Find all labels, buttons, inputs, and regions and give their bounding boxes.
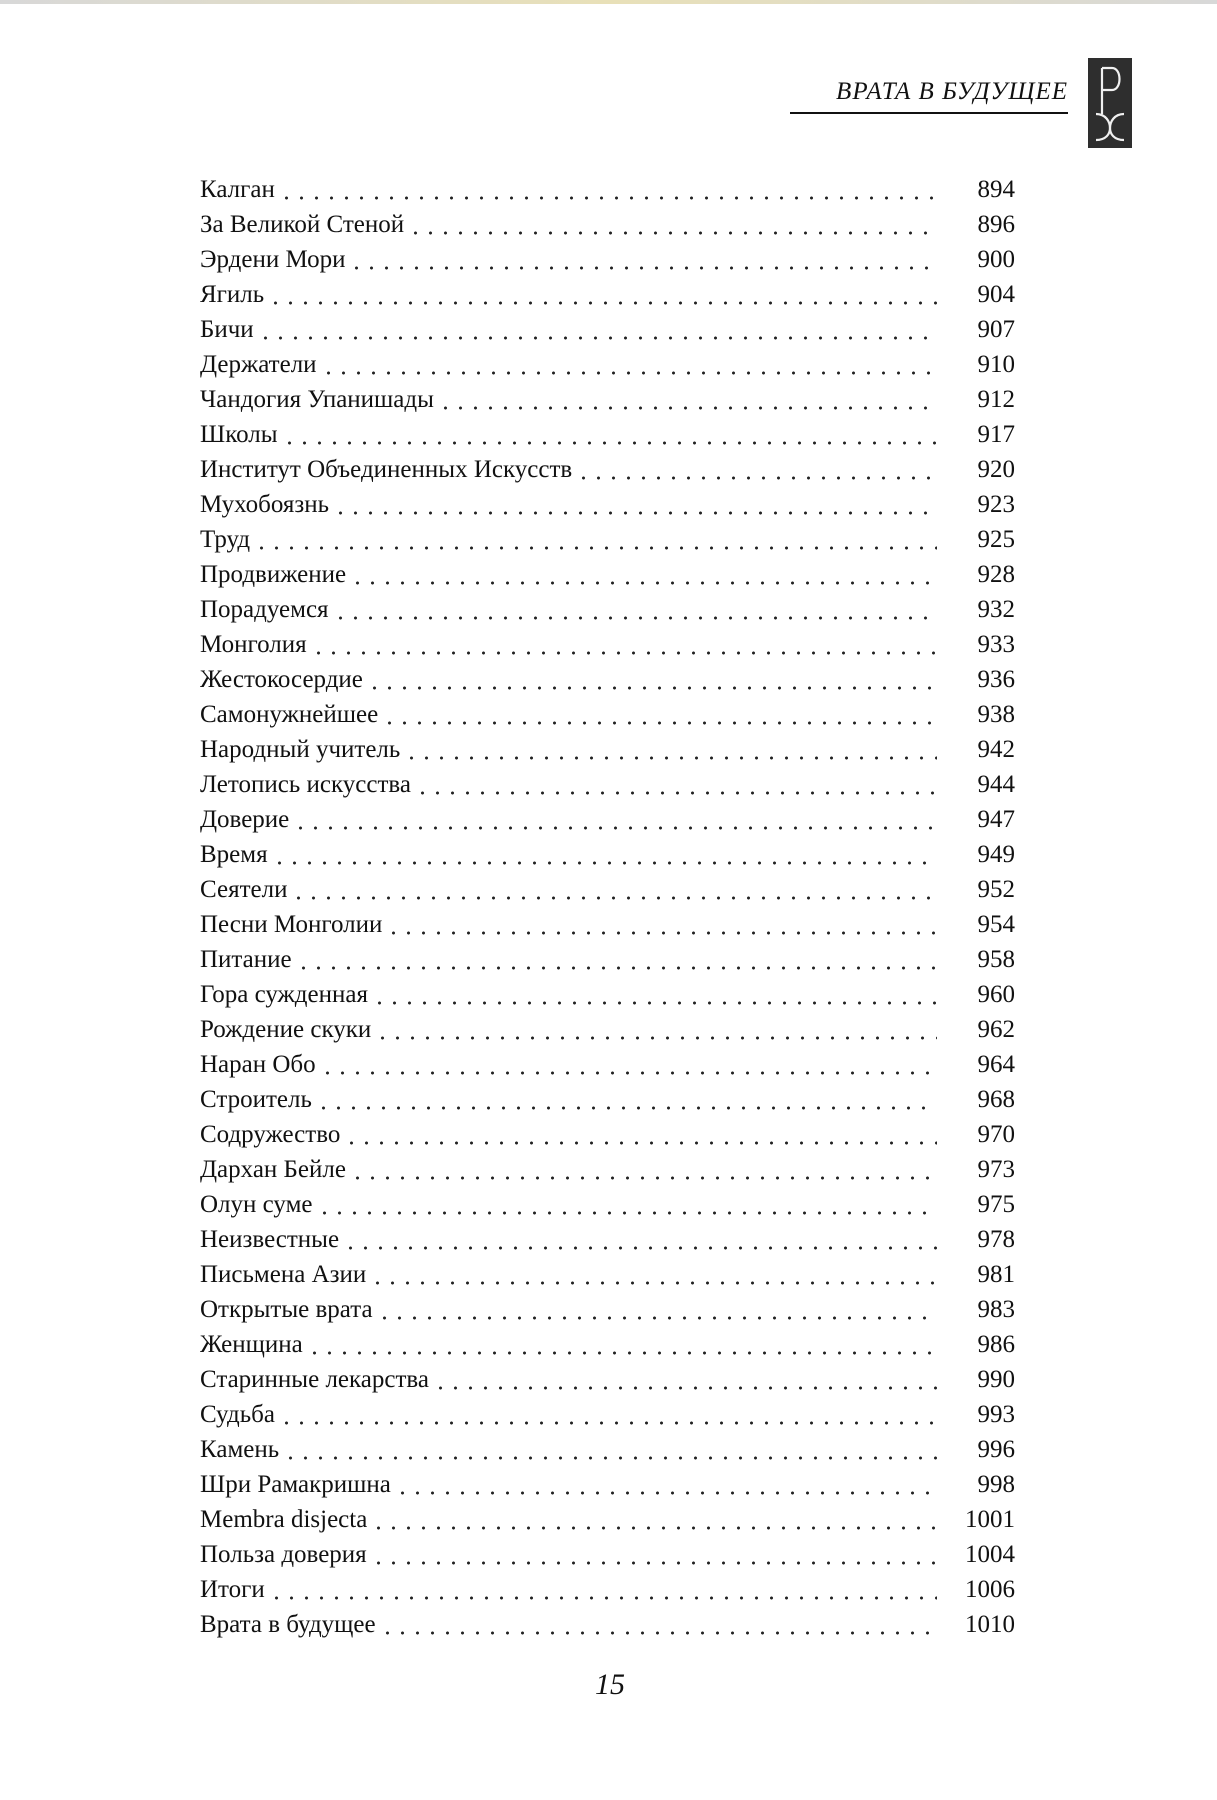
- dot-leader: [311, 650, 937, 656]
- toc-entry-page: 998: [977, 1471, 1015, 1498]
- toc-entry-title: Мухобоязнь: [200, 491, 330, 518]
- toc-entry-title: Рождение скуки: [200, 1016, 372, 1043]
- toc-entry: [200, 1572, 1015, 1607]
- toc-entry-page: 973: [977, 1156, 1015, 1183]
- toc-entry-title: Польза доверия: [200, 1541, 367, 1568]
- dot-leader: [333, 510, 937, 516]
- dot-leader: [279, 1420, 937, 1426]
- toc-entry-page: 932: [977, 596, 1015, 623]
- toc-entry-page: 990: [977, 1366, 1015, 1393]
- dot-leader: [291, 895, 937, 901]
- dot-leader: [268, 300, 937, 306]
- toc-entry-title: Доверие: [200, 806, 290, 833]
- toc-entry-title: Женщина: [200, 1331, 303, 1358]
- toc-entry-title: Народный учитель: [200, 736, 401, 763]
- toc-entry-title: Школы: [200, 421, 278, 448]
- toc-entry: [200, 1537, 1015, 1572]
- dot-leader: [371, 1560, 937, 1566]
- toc-entry-page: 968: [977, 1086, 1015, 1113]
- dot-leader: [254, 545, 937, 551]
- toc-entry-page: 975: [977, 1191, 1015, 1218]
- toc-entry: [200, 1502, 1015, 1537]
- toc-entry-title: Калган: [200, 176, 275, 203]
- toc-entry-title: Самонужнейшее: [200, 701, 379, 728]
- dot-leader: [344, 1140, 937, 1146]
- toc-entry-title: Держатели: [200, 351, 317, 378]
- dot-leader: [382, 720, 937, 726]
- dot-leader: [258, 335, 937, 341]
- toc-entry: [200, 872, 1015, 907]
- toc-entry-page: 910: [977, 351, 1015, 378]
- toc-entry-page: 912: [977, 386, 1015, 413]
- toc-entry-page: 952: [977, 876, 1015, 903]
- toc-entry: [200, 1432, 1015, 1467]
- toc-entry-title: Ягиль: [200, 281, 265, 308]
- toc-entry: [200, 172, 1015, 207]
- toc-entry: [200, 277, 1015, 312]
- toc-entry-page: 964: [977, 1051, 1015, 1078]
- toc-entry-page: 942: [977, 736, 1015, 763]
- dot-leader: [375, 1035, 937, 1041]
- toc-entry-title: Чандогия Упанишады: [200, 386, 434, 413]
- toc-entry-page: 993: [977, 1401, 1015, 1428]
- toc-entry-page: 907: [977, 316, 1015, 343]
- toc-entry: [200, 522, 1015, 557]
- dot-leader: [316, 1105, 937, 1111]
- toc-entry: [200, 1397, 1015, 1432]
- dot-leader: [380, 1630, 937, 1636]
- toc-entry: [200, 1222, 1015, 1257]
- toc-entry: [200, 977, 1015, 1012]
- page-number: 15: [595, 1668, 625, 1701]
- toc-entry-page: 923: [977, 491, 1015, 518]
- toc-entry: [200, 1467, 1015, 1502]
- dot-leader: [415, 790, 937, 796]
- toc-entry: [200, 1292, 1015, 1327]
- dot-leader: [296, 965, 937, 971]
- toc-entry-title: Бичи: [200, 316, 254, 343]
- toc-entry-page: 958: [977, 946, 1015, 973]
- toc-entry: [200, 487, 1015, 522]
- dot-leader: [370, 1280, 937, 1286]
- toc-entry-title: Питание: [200, 946, 292, 973]
- top-edge-rule: [0, 0, 1217, 4]
- dot-leader: [269, 1595, 937, 1601]
- toc-entry: [200, 557, 1015, 592]
- toc-entry-title: Открытые врата: [200, 1296, 373, 1323]
- toc-entry-page: 1010: [965, 1611, 1015, 1638]
- toc-entry-page: 986: [977, 1331, 1015, 1358]
- dot-leader: [404, 755, 937, 761]
- toc-entry-title: Монголия: [200, 631, 307, 658]
- table-of-contents: [200, 172, 1015, 1642]
- toc-entry: [200, 1082, 1015, 1117]
- toc-entry-title: Камень: [200, 1436, 280, 1463]
- toc-entry: [200, 417, 1015, 452]
- dot-leader: [349, 265, 937, 271]
- dot-leader: [343, 1245, 937, 1251]
- toc-entry: [200, 1607, 1015, 1642]
- dot-leader: [372, 1000, 937, 1006]
- dot-leader: [433, 1385, 937, 1391]
- dot-leader: [371, 1525, 937, 1531]
- toc-entry: [200, 1362, 1015, 1397]
- toc-entry-page: 1006: [965, 1576, 1015, 1603]
- toc-entry-title: Membra disjecta: [200, 1506, 368, 1533]
- toc-entry-title: Строитель: [200, 1086, 312, 1113]
- toc-entry-page: 928: [977, 561, 1015, 588]
- toc-entry-title: Время: [200, 841, 268, 868]
- toc-entry: [200, 1257, 1015, 1292]
- toc-entry: [200, 592, 1015, 627]
- toc-entry-title: Продвижение: [200, 561, 347, 588]
- dot-leader: [321, 370, 937, 376]
- dot-leader: [320, 1070, 937, 1076]
- dot-leader: [438, 405, 937, 411]
- toc-entry-page: 904: [977, 281, 1015, 308]
- toc-entry-page: 954: [977, 911, 1015, 938]
- dot-leader: [272, 860, 937, 866]
- toc-entry-page: 894: [977, 176, 1015, 203]
- dot-leader: [333, 615, 937, 621]
- toc-entry-title: Итоги: [200, 1576, 265, 1603]
- dot-leader: [576, 475, 937, 481]
- dot-leader: [307, 1350, 937, 1356]
- toc-entry-title: Песни Монголии: [200, 911, 383, 938]
- toc-entry-page: 947: [977, 806, 1015, 833]
- dot-leader: [282, 440, 937, 446]
- toc-entry-page: 896: [977, 211, 1015, 238]
- toc-entry: [200, 1152, 1015, 1187]
- toc-entry: [200, 1047, 1015, 1082]
- toc-entry: [200, 627, 1015, 662]
- toc-entry-page: 920: [977, 456, 1015, 483]
- toc-entry: [200, 312, 1015, 347]
- toc-entry-title: Сеятели: [200, 876, 288, 903]
- toc-entry: [200, 942, 1015, 977]
- toc-entry-page: 949: [977, 841, 1015, 868]
- dot-leader: [317, 1210, 937, 1216]
- dot-leader: [408, 230, 937, 236]
- toc-entry-page: 962: [977, 1016, 1015, 1043]
- toc-entry: [200, 242, 1015, 277]
- toc-entry-page: 983: [977, 1296, 1015, 1323]
- toc-entry: [200, 207, 1015, 242]
- toc-entry-page: 960: [977, 981, 1015, 1008]
- toc-entry-page: 917: [977, 421, 1015, 448]
- toc-entry: [200, 382, 1015, 417]
- toc-entry-page: 938: [977, 701, 1015, 728]
- toc-entry-title: Олун суме: [200, 1191, 313, 1218]
- toc-entry-page: 933: [977, 631, 1015, 658]
- toc-entry: [200, 837, 1015, 872]
- toc-entry-title: Институт Объединенных Искусств: [200, 456, 573, 483]
- toc-entry-page: 970: [977, 1121, 1015, 1148]
- toc-entry-title: Письмена Азии: [200, 1261, 367, 1288]
- toc-entry-page: 925: [977, 526, 1015, 553]
- toc-entry: [200, 1012, 1015, 1047]
- dot-leader: [395, 1490, 937, 1496]
- toc-entry-page: 996: [977, 1436, 1015, 1463]
- toc-entry-title: Эрдени Мори: [200, 246, 346, 273]
- toc-entry-title: Порадуемся: [200, 596, 329, 623]
- dot-leader: [293, 825, 937, 831]
- toc-entry: [200, 732, 1015, 767]
- toc-entry: [200, 697, 1015, 732]
- toc-entry-title: Труд: [200, 526, 251, 553]
- toc-entry-title: За Великой Стеной: [200, 211, 405, 238]
- toc-entry: [200, 347, 1015, 382]
- toc-entry-title: Врата в будущее: [200, 1611, 376, 1638]
- toc-entry-page: 1001: [965, 1506, 1015, 1533]
- running-header: ВРАТА В БУДУЩЕЕ: [790, 78, 1068, 114]
- toc-entry-title: Старинные лекарства: [200, 1366, 429, 1393]
- toc-entry-page: 978: [977, 1226, 1015, 1253]
- toc-entry-title: Содружество: [200, 1121, 341, 1148]
- toc-entry: [200, 662, 1015, 697]
- toc-entry-title: Дархан Бейле: [200, 1156, 346, 1183]
- toc-entry: [200, 452, 1015, 487]
- dot-leader: [350, 580, 937, 586]
- toc-entry: [200, 1187, 1015, 1222]
- toc-entry-title: Шри Рамакришна: [200, 1471, 391, 1498]
- toc-entry-page: 981: [977, 1261, 1015, 1288]
- pr-monogram-icon: [1088, 58, 1132, 148]
- toc-entry: [200, 907, 1015, 942]
- toc-entry-title: Летопись искусства: [200, 771, 411, 798]
- toc-entry-title: Наран Обо: [200, 1051, 316, 1078]
- toc-entry-page: 1004: [965, 1541, 1015, 1568]
- toc-entry-title: Неизвестные: [200, 1226, 340, 1253]
- toc-entry: [200, 1327, 1015, 1362]
- toc-entry: [200, 802, 1015, 837]
- dot-leader: [279, 195, 937, 201]
- toc-entry-page: 944: [977, 771, 1015, 798]
- toc-entry-page: 900: [977, 246, 1015, 273]
- toc-entry-page: 936: [977, 666, 1015, 693]
- dot-leader: [283, 1455, 937, 1461]
- dot-leader: [367, 685, 937, 691]
- dot-leader: [350, 1175, 937, 1181]
- toc-entry-title: Гора сужденная: [200, 981, 368, 1008]
- toc-entry: [200, 1117, 1015, 1152]
- toc-entry-title: Жестокосердие: [200, 666, 363, 693]
- toc-entry-title: Судьба: [200, 1401, 275, 1428]
- dot-leader: [386, 930, 937, 936]
- toc-entry: [200, 767, 1015, 802]
- dot-leader: [377, 1315, 937, 1321]
